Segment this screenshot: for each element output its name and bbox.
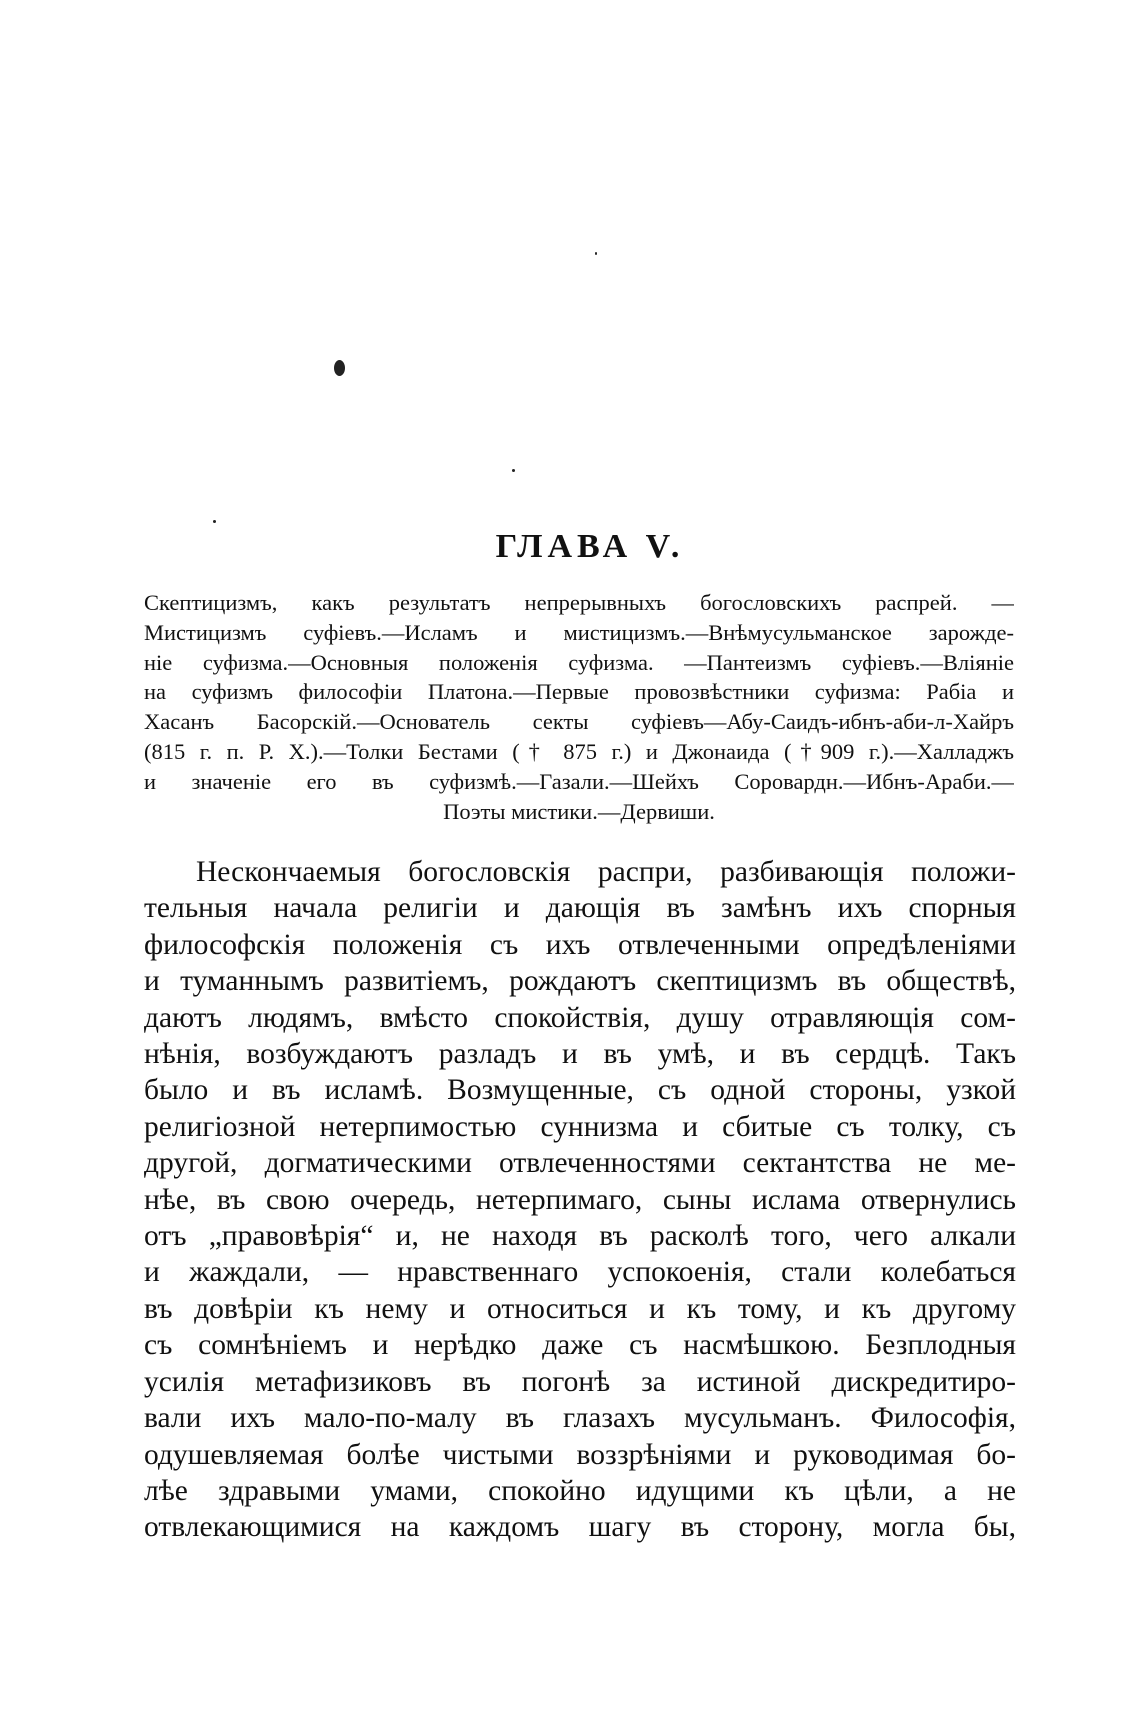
summary-line: и значеніе его въ суфизмѣ.—Газали.—Шейхъ Сорoвардн.—Ибнъ-Араби.— — [144, 768, 1014, 794]
body-line: нѣнія, возбуждаютъ разладъ и въ умѣ, и въ сердцѣ. Такъ — [144, 1038, 1016, 1071]
body-line: нѣе, въ свою очередь, нетерпимаго, сыны ислама отвернулись — [144, 1183, 1016, 1216]
body-line: въ довѣріи къ нему и относиться и къ тому, и къ другому — [144, 1292, 1016, 1325]
body-line: религіозной нетерпимостью суннизма и сбитые съ толку, съ — [144, 1110, 1016, 1143]
body-line: вали ихъ мало-по-малу въ глазахъ мусульманъ. Философія, — [144, 1402, 1016, 1435]
body-line: философскія положенія съ ихъ отвлеченными опредѣленіями — [144, 928, 1016, 961]
summary-line: Поэты мистики.—Дервиши. — [443, 798, 715, 824]
summary-line: на суфизмъ философіи Платона.—Первые провозвѣстники суфизма: Рабіа и — [144, 679, 1014, 705]
summary-line: Мистицизмъ суфіевъ.—Исламъ и мистицизмъ.—Внѣмусульманское зарожде- — [144, 619, 1014, 645]
body-line: другой, догматическими отвлеченностями сектантства не ме- — [144, 1147, 1016, 1180]
body-line: даютъ людямъ, вмѣсто спокойствія, душу отравляющія сом- — [144, 1001, 1016, 1034]
body-line: отъ „правовѣрія“ и, не находя въ расколѣ того, чего алкали — [144, 1220, 1016, 1253]
summary-line: Скептицизмъ, какъ результатъ непрерывныхъ богословскихъ распрей. — — [144, 590, 1014, 615]
ink-speck — [512, 469, 515, 472]
ink-speck — [595, 252, 597, 255]
body-line: и жаждали, — нравственнаго успокоенія, стали колебаться — [144, 1256, 1016, 1289]
body-line: одушевляемая болѣе чистыми воззрѣніями и руководимая бо- — [144, 1438, 1016, 1471]
body-paragraph — [144, 854, 1016, 1546]
body-line: отвлекающимися на каждомъ шагу въ сторону, могла бы, — [144, 1511, 1016, 1544]
chapter-title: ГЛАВА V. — [495, 528, 685, 565]
body-line: усилія метафизиковъ въ погонѣ за истиной дискредитиро- — [144, 1365, 1016, 1398]
summary-line: Хасанъ Басорскій.—Основатель секты суфіевъ—Абу-Саидъ-ибнъ-аби-л-Хайръ — [144, 709, 1014, 735]
chapter-summary — [144, 588, 1014, 826]
body-line: и туманнымъ развитіемъ, рождаютъ скептицизмъ въ обществѣ, — [144, 965, 1016, 998]
summary-line: ніе суфизма.—Основныя положенія суфизма. —Пантеизмъ суфіевъ.—Вліяніе — [144, 649, 1014, 675]
body-line: съ сомнѣніемъ и нерѣдко даже съ насмѣшкою. Безплодныя — [144, 1329, 1016, 1362]
body-line: лѣе здравыми умами, спокойно идущими къ цѣли, а не — [144, 1474, 1016, 1507]
body-line: было и въ исламѣ. Возмущенные, съ одной стороны, узкой — [144, 1074, 1016, 1107]
ink-blot — [334, 360, 345, 376]
ink-speck — [213, 520, 216, 523]
body-line: Нескончаемыя богословскія распри, разбивающія положи- — [196, 856, 1016, 888]
body-line: тельныя начала религіи и дающія въ замѣнъ ихъ спорныя — [144, 892, 1016, 925]
summary-line: (815 г. п. Р. Х.).—Толки Бестами († 875 г.) и Джонаида (†909 г.).—Халладжъ — [144, 738, 1014, 764]
